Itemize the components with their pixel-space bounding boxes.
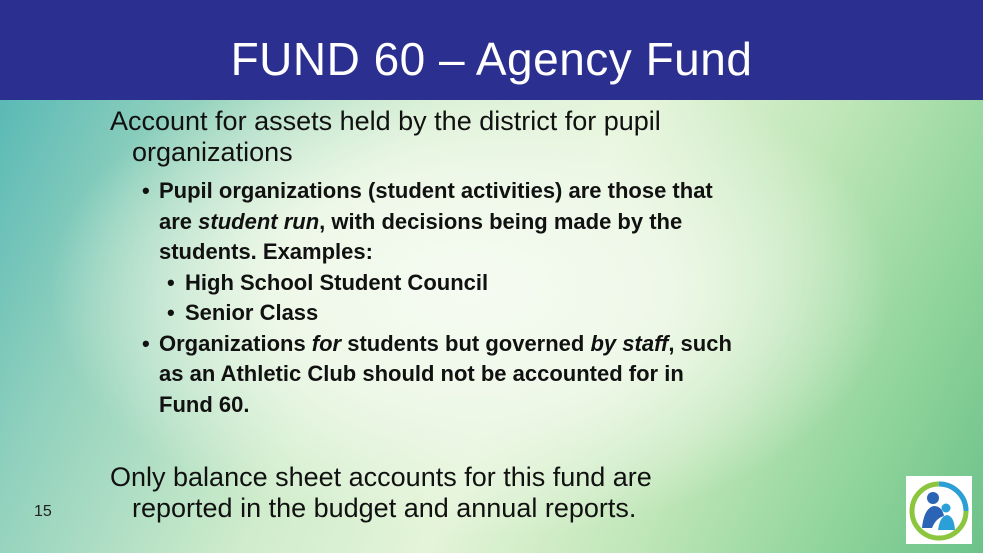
bullet-line xyxy=(159,207,897,238)
main-point-account-line2: organizations xyxy=(132,137,293,167)
slide-title: FUND 60 – Agency Fund xyxy=(230,33,753,85)
example-text: High School Student Council xyxy=(185,269,489,295)
bullet-text: , such xyxy=(668,330,732,356)
bullet-line: Pupil organizations (student activities) are those that xyxy=(159,178,713,203)
bullet-pupil-organizations xyxy=(137,176,897,268)
family-logo-icon xyxy=(906,476,972,544)
main-point-account-line1: Account for assets held by the district for pupil xyxy=(110,106,661,136)
example-item xyxy=(137,268,897,299)
main-point-reporting-line2: reported in the budget and annual reports. xyxy=(132,493,637,523)
main-point-reporting-line1: Only balance sheet accounts for this fund are xyxy=(110,462,652,492)
bullet-line: Fund 60. xyxy=(159,391,250,417)
sub-bullet-list xyxy=(137,176,897,420)
emphasis-text: by staff xyxy=(590,330,669,356)
bullet-staff-organizations xyxy=(137,329,897,421)
bullet-marker: • xyxy=(142,178,150,203)
example-item xyxy=(137,298,897,329)
bullet-line: as an Athletic Club should not be accounted for in xyxy=(159,361,684,386)
bullet-marker: • xyxy=(167,300,175,325)
main-point-account xyxy=(110,106,890,168)
slide-number: 15 xyxy=(34,503,52,520)
main-point-reporting xyxy=(110,462,890,524)
bullet-text: Organizations xyxy=(159,330,312,356)
bullet-marker: • xyxy=(142,330,150,356)
bullet-line: students. Examples: xyxy=(159,239,373,264)
emphasis-text: student run xyxy=(198,208,320,234)
bullet-text: students but governed xyxy=(341,330,591,356)
bullet-line xyxy=(159,329,897,360)
bullet-marker: • xyxy=(167,269,175,295)
bullet-text: , with decisions being made by the xyxy=(319,208,683,234)
emphasis-text: for xyxy=(311,330,342,356)
bullet-text: are xyxy=(159,208,199,234)
example-text: Senior Class xyxy=(185,300,319,325)
